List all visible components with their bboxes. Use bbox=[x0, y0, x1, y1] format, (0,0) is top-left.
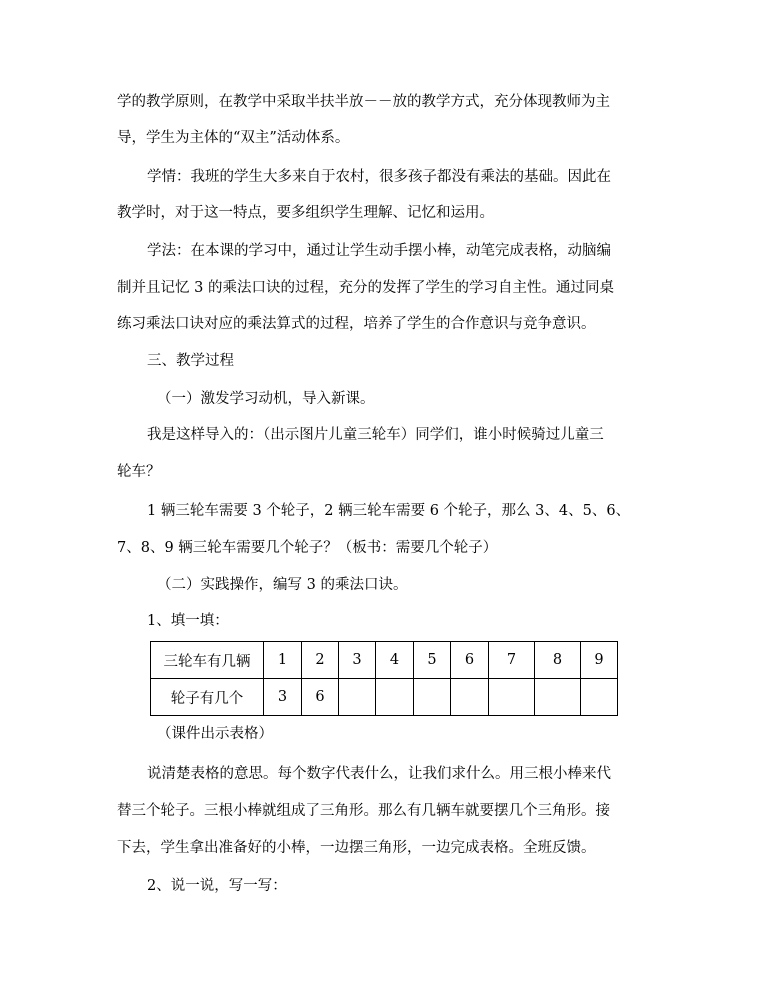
table-cell: 9 bbox=[581, 642, 618, 679]
table-cell: 5 bbox=[414, 642, 451, 679]
table-cell bbox=[581, 679, 618, 716]
paragraph-line: 学情：我班的学生大多来自于农村，很多孩子都没有乘法的基础。因此在 bbox=[147, 169, 611, 185]
paragraph-line: 轮车？ bbox=[117, 464, 161, 480]
table-cell bbox=[489, 679, 535, 716]
subsection-heading: （二）实践操作，编写 3 的乘法口诀。 bbox=[157, 577, 408, 593]
table-cell bbox=[339, 679, 376, 716]
table-row bbox=[151, 642, 618, 679]
subsection-heading: （一）激发学习动机，导入新课。 bbox=[157, 391, 375, 407]
list-item: 2、说一说，写一写： bbox=[147, 878, 287, 894]
paragraph-line: 下去，学生拿出准备好的小棒，一边摆三角形，一边完成表格。全班反馈。 bbox=[117, 840, 596, 856]
paragraph-line: 1 辆三轮车需要 3 个轮子，2 辆三轮车需要 6 个轮子，那么 3、4、5、6、 bbox=[147, 503, 631, 519]
paragraph-line: 教学时，对于这一特点，要多组织学生理解、记忆和运用。 bbox=[117, 205, 494, 221]
table-cell: 2 bbox=[302, 642, 339, 679]
table-cell: 6 bbox=[302, 679, 339, 716]
table-cell bbox=[451, 679, 489, 716]
table-cell bbox=[535, 679, 581, 716]
paragraph-line: 7、8、9 辆三轮车需要几个轮子？（板书：需要几个轮子） bbox=[117, 540, 498, 556]
paragraph-line: 练习乘法口诀对应的乘法算式的过程，培养了学生的合作意识与竞争意识。 bbox=[117, 316, 596, 332]
table-cell: 三轮车有几辆 bbox=[151, 642, 264, 679]
section-heading: 三、教学过程 bbox=[147, 353, 234, 369]
table-cell: 4 bbox=[376, 642, 414, 679]
paragraph-line: 学的教学原则，在教学中采取半扶半放－－放的教学方式，充分体现教师为主 bbox=[117, 94, 610, 110]
paragraph-line: 替三个轮子。三根小棒就组成了三角形。那么有几辆车就要摆几个三角形。接 bbox=[117, 803, 610, 819]
table-cell bbox=[414, 679, 451, 716]
table-cell: 1 bbox=[264, 642, 302, 679]
table-cell: 6 bbox=[451, 642, 489, 679]
paragraph-line: 我是这样导入的：（出示图片儿童三轮车）同学们，谁小时候骑过儿童三 bbox=[147, 427, 604, 443]
paragraph-line: 制并且记忆 3 的乘法口诀的过程，充分的发挥了学生的学习自主性。通过同桌 bbox=[117, 280, 614, 296]
table-cell: 3 bbox=[264, 679, 302, 716]
table-row bbox=[151, 679, 618, 716]
table-cell: 8 bbox=[535, 642, 581, 679]
list-item: 1、填一填： bbox=[147, 613, 229, 629]
fill-in-table bbox=[150, 641, 618, 716]
table-caption: （课件出示表格） bbox=[157, 726, 273, 742]
paragraph-line: 学法：在本课的学习中，通过让学生动手摆小棒，动笔完成表格，动脑编 bbox=[147, 243, 611, 259]
table-cell: 3 bbox=[339, 642, 376, 679]
paragraph-line: 说清楚表格的意思。每个数字代表什么，让我们求什么。用三根小棒来代 bbox=[147, 766, 611, 782]
table-cell bbox=[376, 679, 414, 716]
paragraph-line: 导，学生为主体的“双主”活动体系。 bbox=[117, 130, 350, 146]
table-cell: 7 bbox=[489, 642, 535, 679]
table-cell: 轮子有几个 bbox=[151, 679, 264, 716]
